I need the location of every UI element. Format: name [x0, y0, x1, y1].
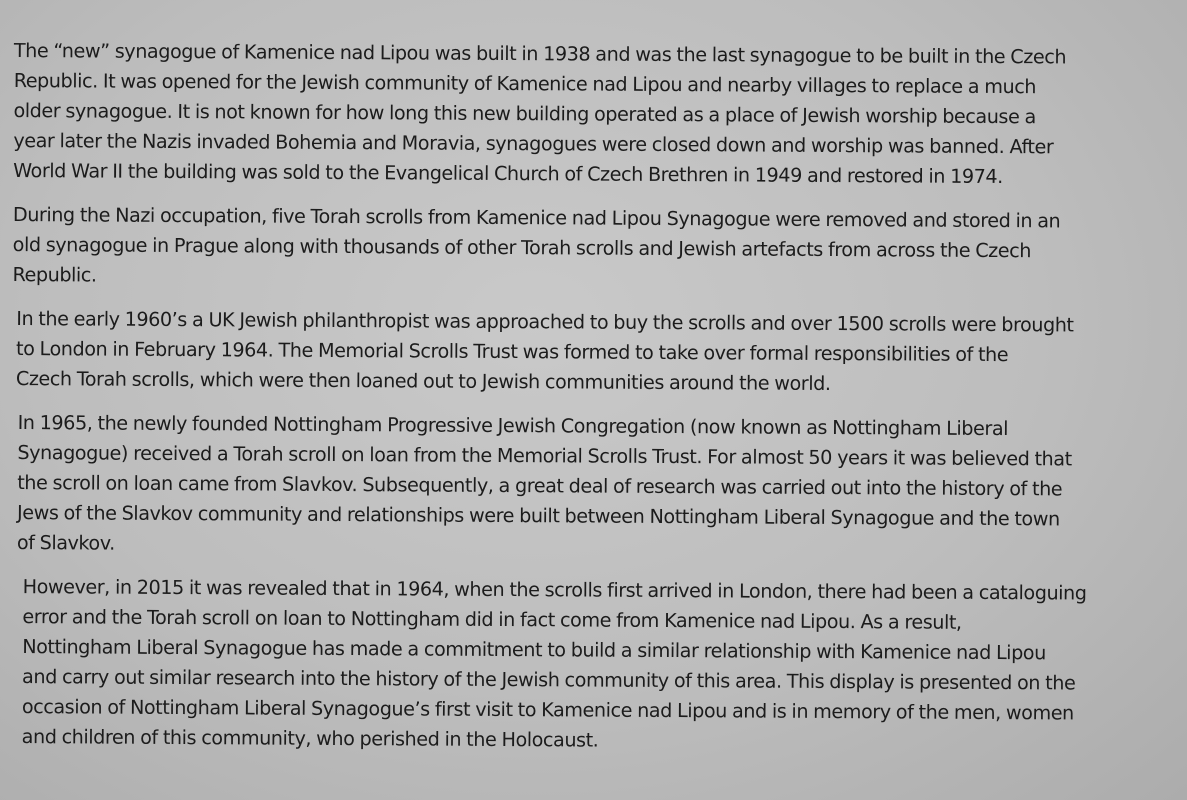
paragraph-nazi-occupation: During the Nazi occupation, five Torah scrolls from Kamenice nad Lipou Synagogue were removed and stored in an old synagogue in Prague along with thousands of other Torah scrolls and Jewish artefacts from across the Czech Republic.	[12, 202, 1061, 287]
paragraph-nottingham-loan: In 1965, the newly founded Nottingham Progressive Jewish Congregation (now known as Nottingham Liberal Synagogue) received a Torah scroll on loan from the Memorial Scrolls Trust. For almost 50 years it was believed that the scroll on loan came from Slavkov. Subsequently, a great deal of research was carried out into the history of the Jews of the Slavkov community and relationships were built between Nottingham Liberal Synagogue and the town of Slavkov.	[16, 411, 1072, 555]
paragraph-cataloguing-error: However, in 2015 it was revealed that in 1964, when the scrolls first arrived in London, there had been a cataloguing error and the Torah scroll on loan to Nottingham did in fact come from Kamenice nad Lipou. As a result, Nottingham Liberal Synagogue has made a commitment to build a similar relationship with Kamenice nad Lipou and carry out similar research into the history of the Jewish community of this area. This display is presented on the occasion of Nottingham Liberal Synagogue’s first visit to Kamenice nad Lipou and is in memory of the men, women and children of this community, who perished in the Holocaust.	[21, 575, 1087, 752]
paragraph-synagogue-history: The “new” synagogue of Kamenice nad Lipou was built in 1938 and was the last synagogue to be built in the Czech Republic. It was opened for the Jewish community of Kamenice nad Lipou and nearby villages to replace a much older synagogue. It is not known for how long this new building operated as a place of Jewish worship because a year later the Nazis invaded Bohemia and Moravia, synagogues were closed down and worship was banned. After World War II the building was sold to the Evangelical Church of Czech Brethren in 1949 and restored in 1974.	[13, 38, 1067, 189]
information-panel	[9, 36, 1173, 783]
paragraph-scrolls-to-london: In the early 1960’s a UK Jewish philanthropist was approached to buy the scrolls and over 1500 scrolls were brought to London in February 1964. The Memorial Scrolls Trust was formed to take over formal responsibilities of the Czech Torah scrolls, which were then loaned out to Jewish communities around the world.	[15, 307, 1074, 395]
